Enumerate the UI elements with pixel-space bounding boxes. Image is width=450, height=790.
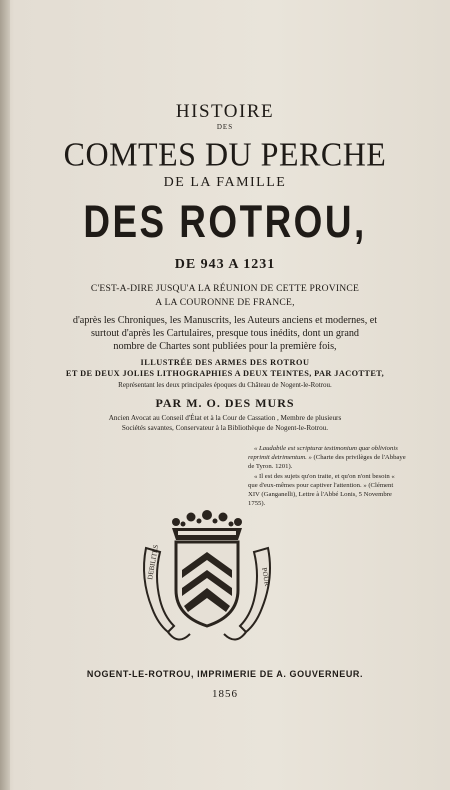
coat-of-arms-icon [138,508,276,650]
publication-year: 1856 [212,688,238,700]
subtitle-line-1: C'EST-A-DIRE JUSQU'A LA RÉUNION DE CETTE PROVINCE [90,283,360,294]
author-name: PAR M. O. DES MURS [155,396,295,410]
imprint: NOGENT-LE-ROTROU, IMPRIMERIE DE A. GOUVERNEUR. [86,669,364,679]
title-des-rotrou: DES ROTROU, [83,196,367,247]
crest-motto-right: POUR [260,566,272,587]
subtitle-line-2: A LA COURONNE DE FRANCE, [155,297,295,308]
title-dates: DE 943 A 1231 [174,257,276,272]
title-de-la-famille: DE LA FAMILLE [163,175,287,190]
body-line-3: nombre de Chartes sont publiées pour la première fois, [113,341,337,352]
epigraph-quote-2: « Il est des sujets qu'on traite, et qu'on n'ont besoin « que d'eux-mêmes pour captiver l'attention. » (Clément XIV (Ganganelli), Lettre à l'Abbé Lonis, 5 Novembre 1755). [248,472,395,508]
title-des: DES [216,123,234,131]
author-desc-2: Sociétés savantes, Conservateur à la Bibliothèque de Nogent-le-Rotrou. [121,424,329,432]
illustration-line-1: ILLUSTRÉE DES ARMES DES ROTROU [140,358,310,367]
epigraph-quote-1: « Laudabile est scripturæ testimonium quæ oblivionis reprimit detrimentum. » (Charte des privilèges de l'Abbaye de Tyron. 1201). [248,445,406,471]
author-desc-1: Ancien Avocat au Conseil d'État et à la Cour de Cassation , Membre de plusieurs [108,414,342,422]
epigraph [248,444,406,508]
illustration-line-3: Représentant les deux principales époques du Château de Nogent-le-Rotrou. [118,381,332,389]
title-histoire: HISTOIRE [175,101,275,122]
body-line-1: d'après les Chroniques, les Manuscrits, les Auteurs anciens et modernes, et [72,315,378,326]
crest-motto-left: DEBILITES [146,544,161,581]
body-line-2: surtout d'après les Cartulaires, presque tous inédits, dont un grand [90,328,360,339]
title-comtes-du-perche: COMTES DU PERCHE [63,135,387,173]
illustration-line-2: ET DE DEUX JOLIES LITHOGRAPHIES A DEUX TEINTES, PAR JACOTTET, [65,369,385,378]
